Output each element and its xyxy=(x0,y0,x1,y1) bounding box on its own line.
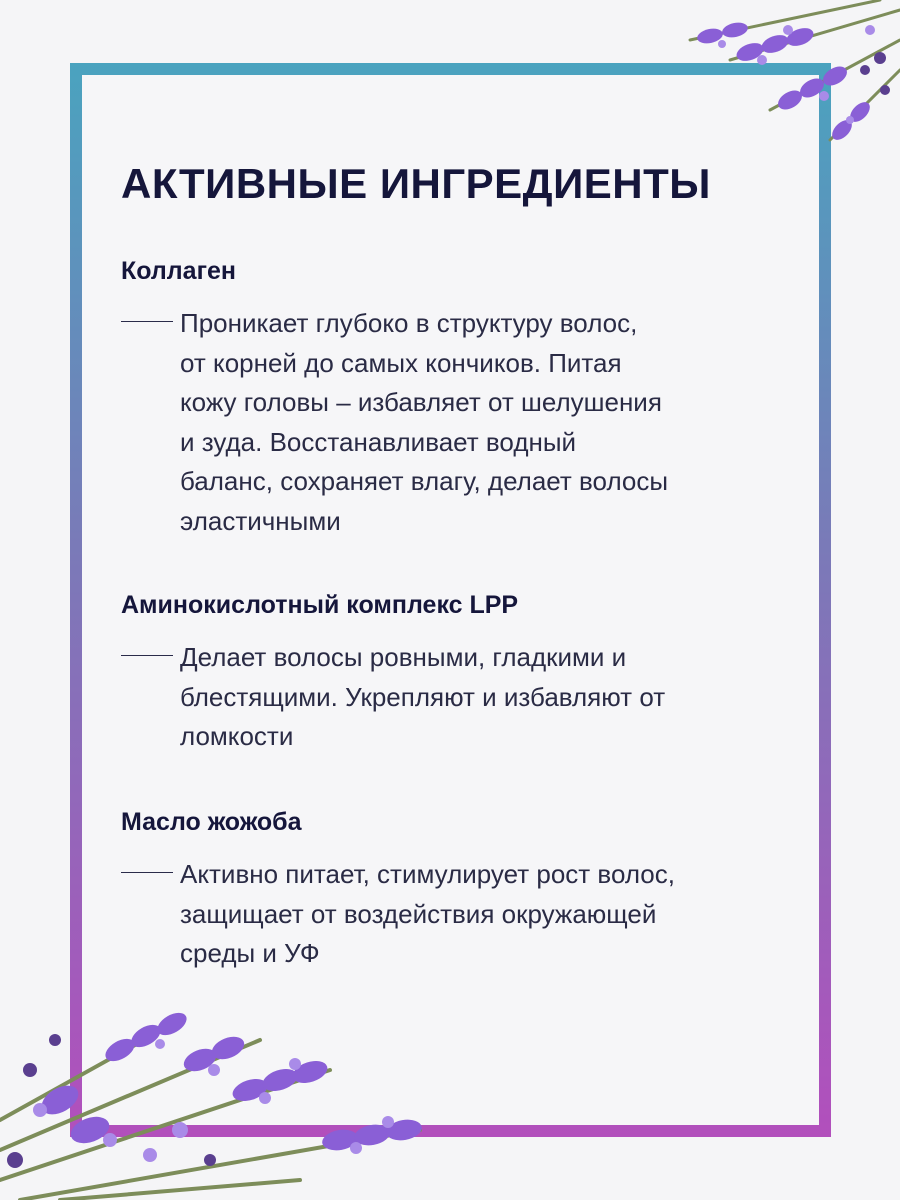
dash-divider xyxy=(121,872,173,873)
ingredient-amino-complex xyxy=(121,591,811,757)
ingredient-name: Аминокислотный комплекс LPP xyxy=(121,591,519,619)
ingredient-name: Масло жожоба xyxy=(121,808,302,836)
ingredient-description xyxy=(121,638,811,757)
ingredient-description xyxy=(121,304,811,541)
ingredient-name: Коллаген xyxy=(121,257,236,285)
ingredient-description xyxy=(121,855,811,974)
description-text: Активно питает, стимулирует рост волос, защищает от воздействия окружающей среды и УФ xyxy=(180,859,675,968)
ingredient-jojoba-oil xyxy=(121,808,811,974)
page-title: АКТИВНЫЕ ИНГРЕДИЕНТЫ xyxy=(121,160,711,207)
description-text: Проникает глубоко в структуру волос, от корней до самых кончиков. Питая кожу головы – избавляет от шелушения и зуда. Восстанавливает водный баланс, сохраняет влагу, делает волосы эластичными xyxy=(180,308,669,536)
ingredient-collagen xyxy=(121,257,811,541)
description-text: Делает волосы ровными, гладкими и блестящими. Укрепляют и избавляют от ломкости xyxy=(180,642,666,751)
dash-divider xyxy=(121,655,173,656)
dash-divider xyxy=(121,321,173,322)
